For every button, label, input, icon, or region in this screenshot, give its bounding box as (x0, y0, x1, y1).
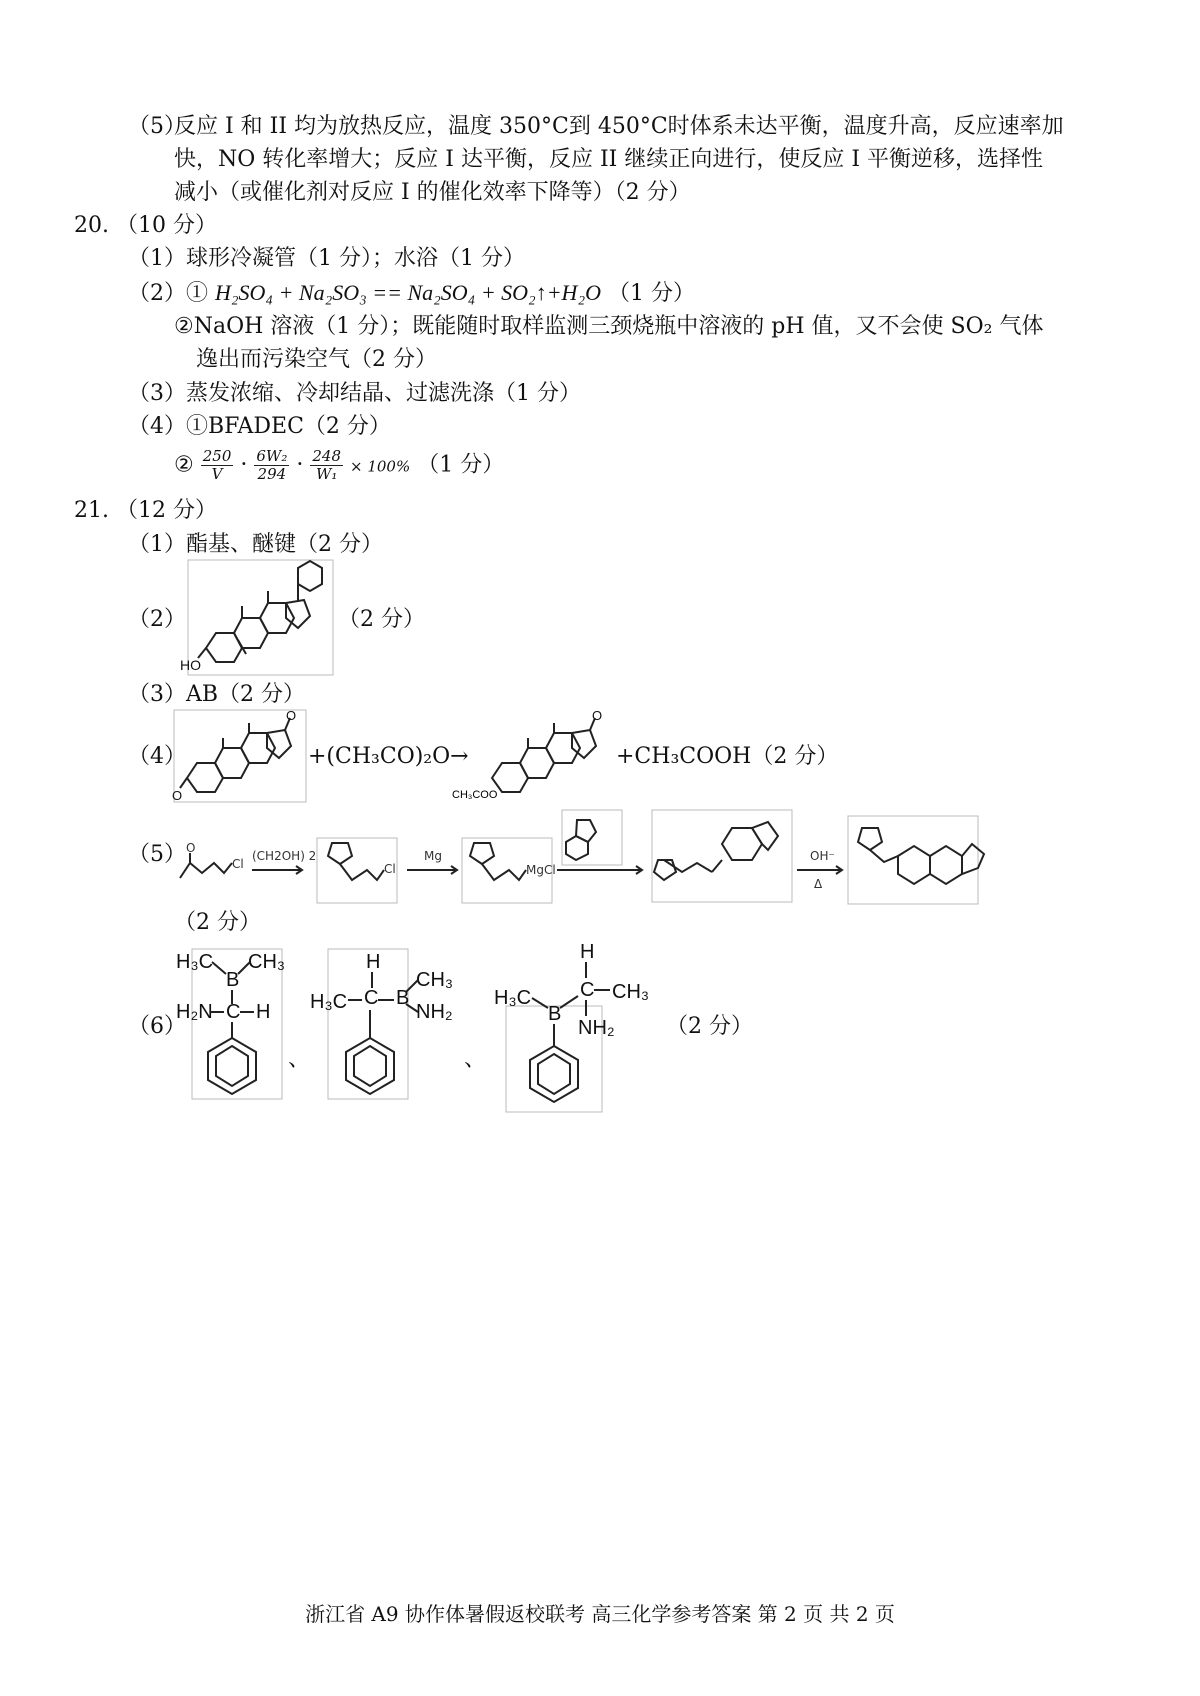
ketone-o: O (286, 708, 297, 723)
times-100-percent: × 100% (350, 457, 411, 476)
grignard-mgcl: MgCl (526, 863, 556, 877)
chloroketone-o: O (186, 841, 196, 855)
iso3-nh2: NH₂ (578, 1017, 615, 1039)
reagent-hydroxide: OH⁻ (810, 849, 835, 863)
ho-label: HO (180, 657, 201, 673)
q20-part2b-line1: ②NaOH 溶液（1 分）；既能随时取样监测三颈烧瓶中溶液的 pH 值，又不会使 SO₂ 气体 (174, 314, 1044, 339)
q20-part4b-score: （1 分） (417, 452, 505, 478)
q20-part2-score: （1 分） (607, 281, 695, 306)
q19-5-line2: 快，NO 转化率增大；反应 I 达平衡，反应 II 继续正向进行，使反应 I 平衡逆移，选择性 (174, 147, 1044, 172)
isomer-3-structure (494, 936, 664, 1114)
dot-1: · (240, 452, 248, 478)
reagent-ethylene-glycol: (CH2OH) 2 (252, 849, 317, 863)
q21-part2-score: （2 分） (338, 607, 425, 632)
q20-part4b-formula (174, 448, 504, 483)
reagent-heat: Δ (814, 877, 823, 891)
androstenedione-structure (172, 708, 307, 803)
iso2-c: C (364, 987, 379, 1009)
iso3-ch3: CH₃ (612, 981, 650, 1003)
isomer-1-structure (176, 946, 286, 1101)
q21-part6-label: （6） (128, 1014, 186, 1039)
iso2-h3c: H₃C (310, 991, 348, 1013)
fraction-2: $\frac{\text{6W₂}}{294}$ (256, 447, 288, 483)
iso1-h: H (256, 1001, 271, 1023)
q21-part2-label: （2） (128, 607, 186, 632)
enol-acetate-structure (452, 708, 612, 803)
formula-prefix: ② (174, 452, 194, 478)
q19-5-label: （5） (128, 114, 186, 139)
q21-part6-score: （2 分） (666, 1014, 753, 1039)
dot-2: · (296, 452, 304, 478)
iso3-h: H (580, 941, 595, 963)
fraction-1: $\frac{250}{V}$ (202, 447, 232, 483)
iso1-c: C (226, 1001, 241, 1023)
q20-part2b-line2: 逸出而污染空气（2 分） (196, 347, 437, 372)
iso2-nh2: NH₂ (416, 1001, 453, 1023)
iso3-b: B (548, 1003, 562, 1025)
q21-part4-reagent: +(CH₃CO)₂O→ (308, 744, 469, 769)
q21-part4-product: +CH₃COOH（2 分） (616, 744, 839, 769)
q21-part1: （1）酯基、醚键（2 分） (128, 532, 383, 557)
iso3-h3c: H₃C (494, 987, 532, 1009)
q20-part4a: （4）①BFADEC（2 分） (128, 414, 391, 439)
q21-part6-sep2: 、 (464, 1047, 487, 1072)
q21-part3: （3）AB（2 分） (128, 682, 306, 707)
q21-header: 21. （12 分） (74, 498, 217, 523)
isomer-2-structure (310, 946, 460, 1101)
q20-part1: （1）球形冷凝管（1 分）；水浴（1 分） (128, 246, 525, 271)
q21-part5-label: （5） (128, 842, 186, 867)
iso1-h2n: H₂N (176, 1001, 213, 1023)
page-footer: 浙江省 A9 协作体暑假返校联考 高三化学参考答案 第 2 页 共 2 页 (305, 1602, 895, 1626)
q21-part6-sep1: 、 (288, 1047, 311, 1072)
q19-5-line1: 反应 I 和 II 均为放热反应，温度 350°C到 450°C时体系未达平衡，温度升高，反应速率加 (174, 114, 1064, 139)
q21-part5-score: （2 分） (174, 910, 261, 935)
q20-part2-equation (128, 278, 695, 309)
q19-5-line3: 减小（或催化剂对反应 I 的催化效率下降等）（2 分） (174, 180, 691, 205)
iso2-h: H (366, 951, 381, 973)
q21-part4-label: （4） (128, 744, 186, 769)
ketal-cl: Cl (384, 862, 396, 876)
product-ketone-o: O (592, 708, 603, 723)
enol-acetate-label: CH₃COO (452, 789, 498, 801)
q20-part3: （3）蒸发浓缩、冷却结晶、过滤洗涤（1 分） (128, 381, 581, 406)
iso1-b: B (226, 969, 240, 991)
iso2-ch3: CH₃ (416, 969, 454, 991)
iso2-b: B (396, 987, 410, 1009)
abiraterone-structure (180, 558, 336, 678)
chloroketone-cl: Cl (232, 857, 244, 871)
q20-header: 20. （10 分） (74, 213, 217, 238)
iso3-c: C (580, 979, 595, 1001)
enone-o: O (172, 788, 183, 803)
synthesis-route (172, 808, 992, 908)
reaction-equation: H₂SO₄ + Na₂SO₃ == Na₂SO₄ + SO₂↑+H₂O (215, 280, 601, 305)
q20-part2-label: （2）① (128, 281, 208, 306)
fraction-3: $\frac{248}{\text{W₁}}$ (312, 447, 341, 483)
reagent-mg: Mg (424, 849, 442, 863)
iso1-ch3: CH₃ (248, 951, 286, 973)
iso1-h3c: H₃C (176, 951, 214, 973)
